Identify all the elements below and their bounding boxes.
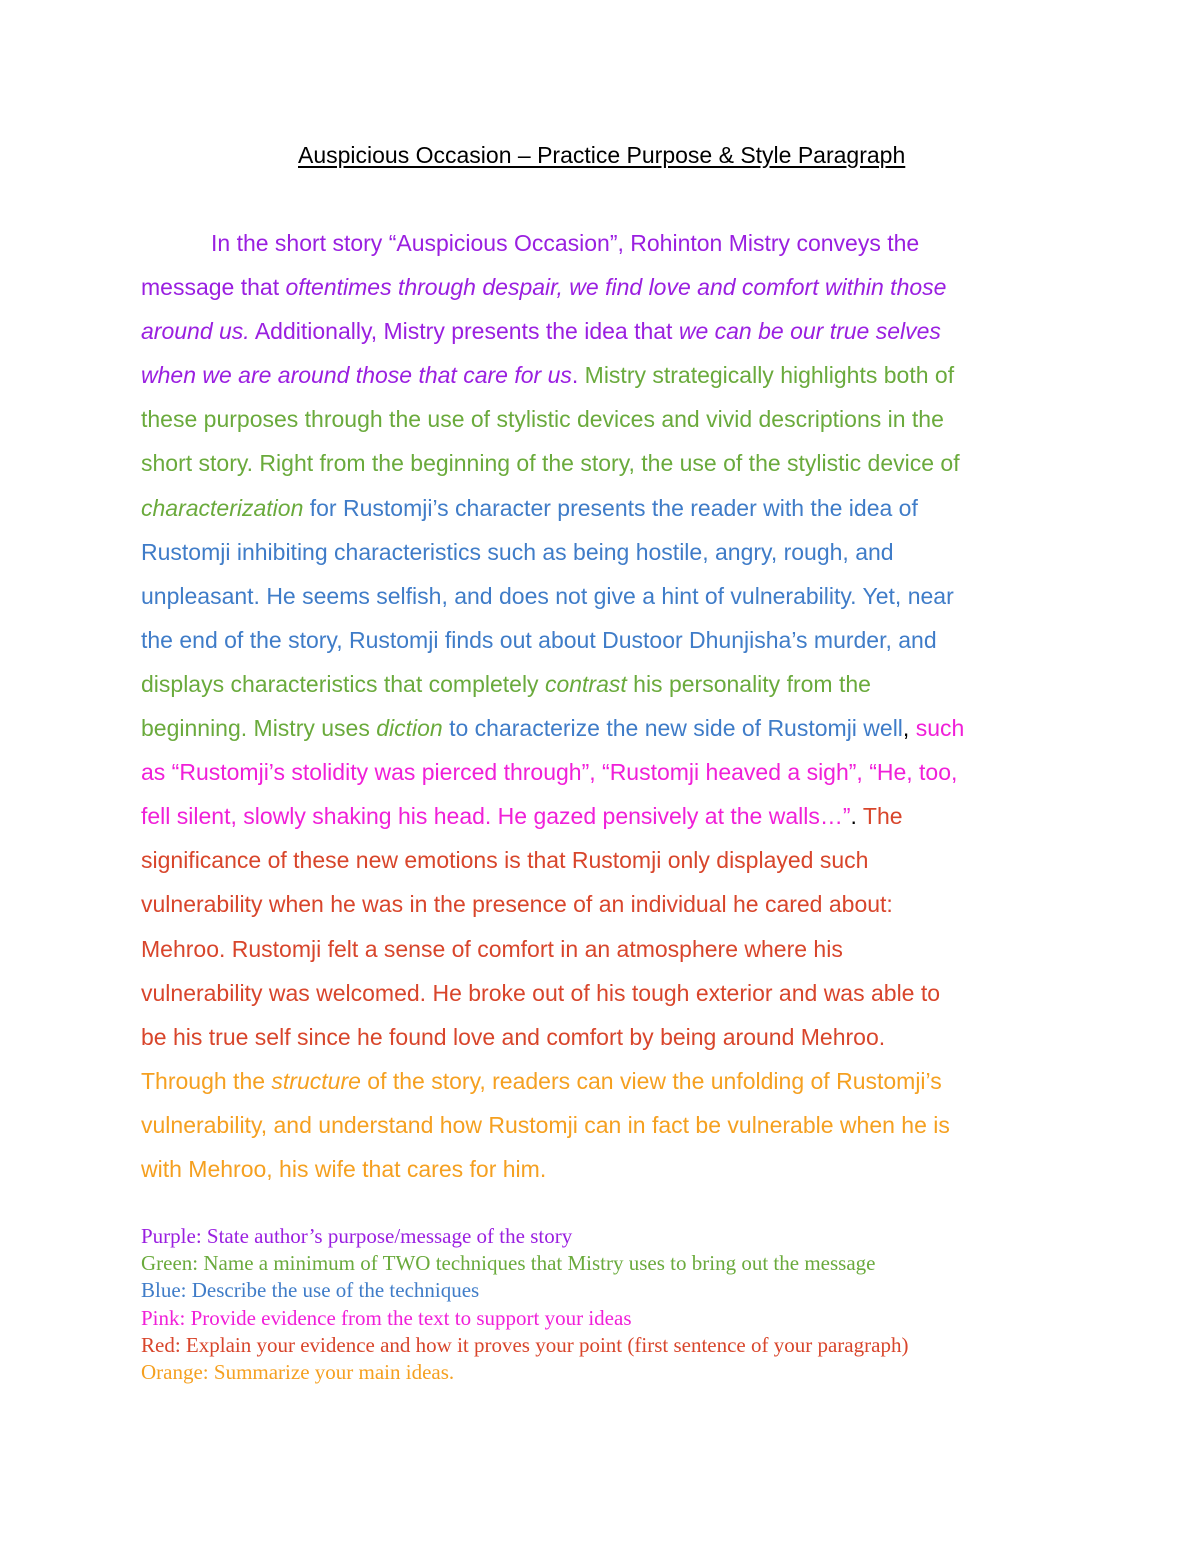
text-segment: In the short story “Auspicious Occasion”, Rohinton Mistry conveys the [211, 230, 920, 256]
text-segment: around us. [141, 318, 250, 345]
text-segment: with Mehroo, his wife that cares for him. [141, 1155, 547, 1182]
text-segment: of the story, readers can view the unfolding of Rustomji’s [360, 1067, 942, 1094]
text-segment: we can be our true selves [678, 318, 941, 345]
legend-row-green: Green: Name a minimum of TWO techniques that Mistry uses to bring out the message [141, 1251, 876, 1276]
paragraph-line [141, 530, 1071, 574]
text-segment: fell silent, slowly shaking his head. He gazed pensively at the walls…” [141, 803, 851, 830]
text-segment: The [856, 803, 903, 830]
text-segment: . [571, 362, 579, 389]
color-legend [141, 1223, 908, 1386]
text-segment: oftentimes through despair, we find love and comfort within those [285, 274, 947, 301]
paragraph-line [141, 882, 1071, 926]
text-segment: structure [271, 1067, 361, 1094]
text-segment: such [915, 715, 965, 742]
legend-row-pink: Pink: Provide evidence from the text to support your ideas [141, 1305, 632, 1330]
text-segment: Mistry strategically highlights both of [578, 362, 955, 389]
text-segment: . [850, 803, 857, 830]
text-segment: Additionally, Mistry presents the idea that [249, 318, 679, 345]
paragraph-line [141, 971, 1071, 1015]
text-segment: Mehroo. Rustomji felt a sense of comfort in an atmosphere where his [141, 935, 843, 962]
paragraph-line [141, 441, 1071, 485]
body-paragraph [141, 221, 1071, 1191]
paragraph-line [141, 794, 1071, 838]
text-segment: for Rustomji’s character presents the reader with the idea of [303, 494, 918, 521]
text-segment: short story. Right from the beginning of the story, the use of the stylistic device of [141, 450, 960, 477]
text-segment: message that [141, 274, 286, 301]
paragraph-line [141, 1103, 1071, 1147]
text-segment: to characterize the new side of Rustomji well [442, 715, 903, 742]
text-segment: be his true self since he found love and comfort by being around Mehroo. [141, 1023, 886, 1050]
text-segment: beginning. Mistry uses [141, 715, 377, 742]
text-segment: characterization [141, 494, 304, 521]
text-segment: the end of the story, Rustomji finds out about Dustoor Dhunjisha’s murder, and [141, 626, 937, 653]
paragraph-line [141, 574, 1071, 618]
text-segment: vulnerability was welcomed. He broke out of his tough exterior and was able to [141, 979, 941, 1006]
paragraph-line [141, 353, 1071, 397]
legend-row-purple: Purple: State author’s purpose/message of the story [141, 1224, 573, 1248]
paragraph-line [141, 309, 1071, 353]
text-segment: , [902, 715, 916, 742]
text-segment: Through the [141, 1067, 272, 1094]
paragraph-line [141, 927, 1071, 971]
text-segment: significance of these new emotions is that Rustomji only displayed such [141, 847, 869, 874]
paragraph-line [141, 706, 1071, 750]
page-title: Auspicious Occasion – Practice Purpose & Style Paragraph [298, 142, 906, 168]
paragraph-line [141, 1147, 1071, 1191]
legend-row-orange: Orange: Summarize your main ideas. [141, 1360, 455, 1385]
paragraph-line [141, 397, 1071, 441]
legend-row-blue: Blue: Describe the use of the techniques [141, 1278, 480, 1303]
paragraph-line [141, 750, 1071, 794]
text-segment: as “Rustomji’s stolidity was pierced through”, “Rustomji heaved a sigh”, “He, too, [141, 759, 958, 786]
text-segment: these purposes through the use of stylistic devices and vivid descriptions in the [141, 406, 944, 433]
paragraph-line [141, 265, 1071, 309]
text-segment: his personality from the [626, 670, 871, 697]
text-segment: unpleasant. He seems selfish, and does not give a hint of vulnerability. Yet, near [141, 582, 954, 609]
paragraph-line [141, 221, 1071, 265]
paragraph-line [141, 662, 1071, 706]
legend-row-red: Red: Explain your evidence and how it proves your point (first sentence of your paragraph) [141, 1332, 909, 1357]
text-segment: contrast [544, 670, 627, 697]
paragraph-line [141, 1015, 1071, 1059]
paragraph-line [141, 1059, 1071, 1103]
paragraph-line [141, 618, 1071, 662]
text-segment: vulnerability, and understand how Rustomji can in fact be vulnerable when he is [141, 1111, 950, 1138]
paragraph-line [141, 486, 1071, 530]
text-segment: Rustomji inhibiting characteristics such as being hostile, angry, rough, and [141, 538, 894, 565]
paragraph-line [141, 838, 1071, 882]
text-segment: vulnerability when he was in the presence of an individual he cared about: [141, 891, 893, 918]
text-segment: when we are around those that care for us [141, 362, 572, 389]
text-segment: displays characteristics that completely [141, 670, 545, 697]
text-segment: diction [376, 715, 443, 742]
